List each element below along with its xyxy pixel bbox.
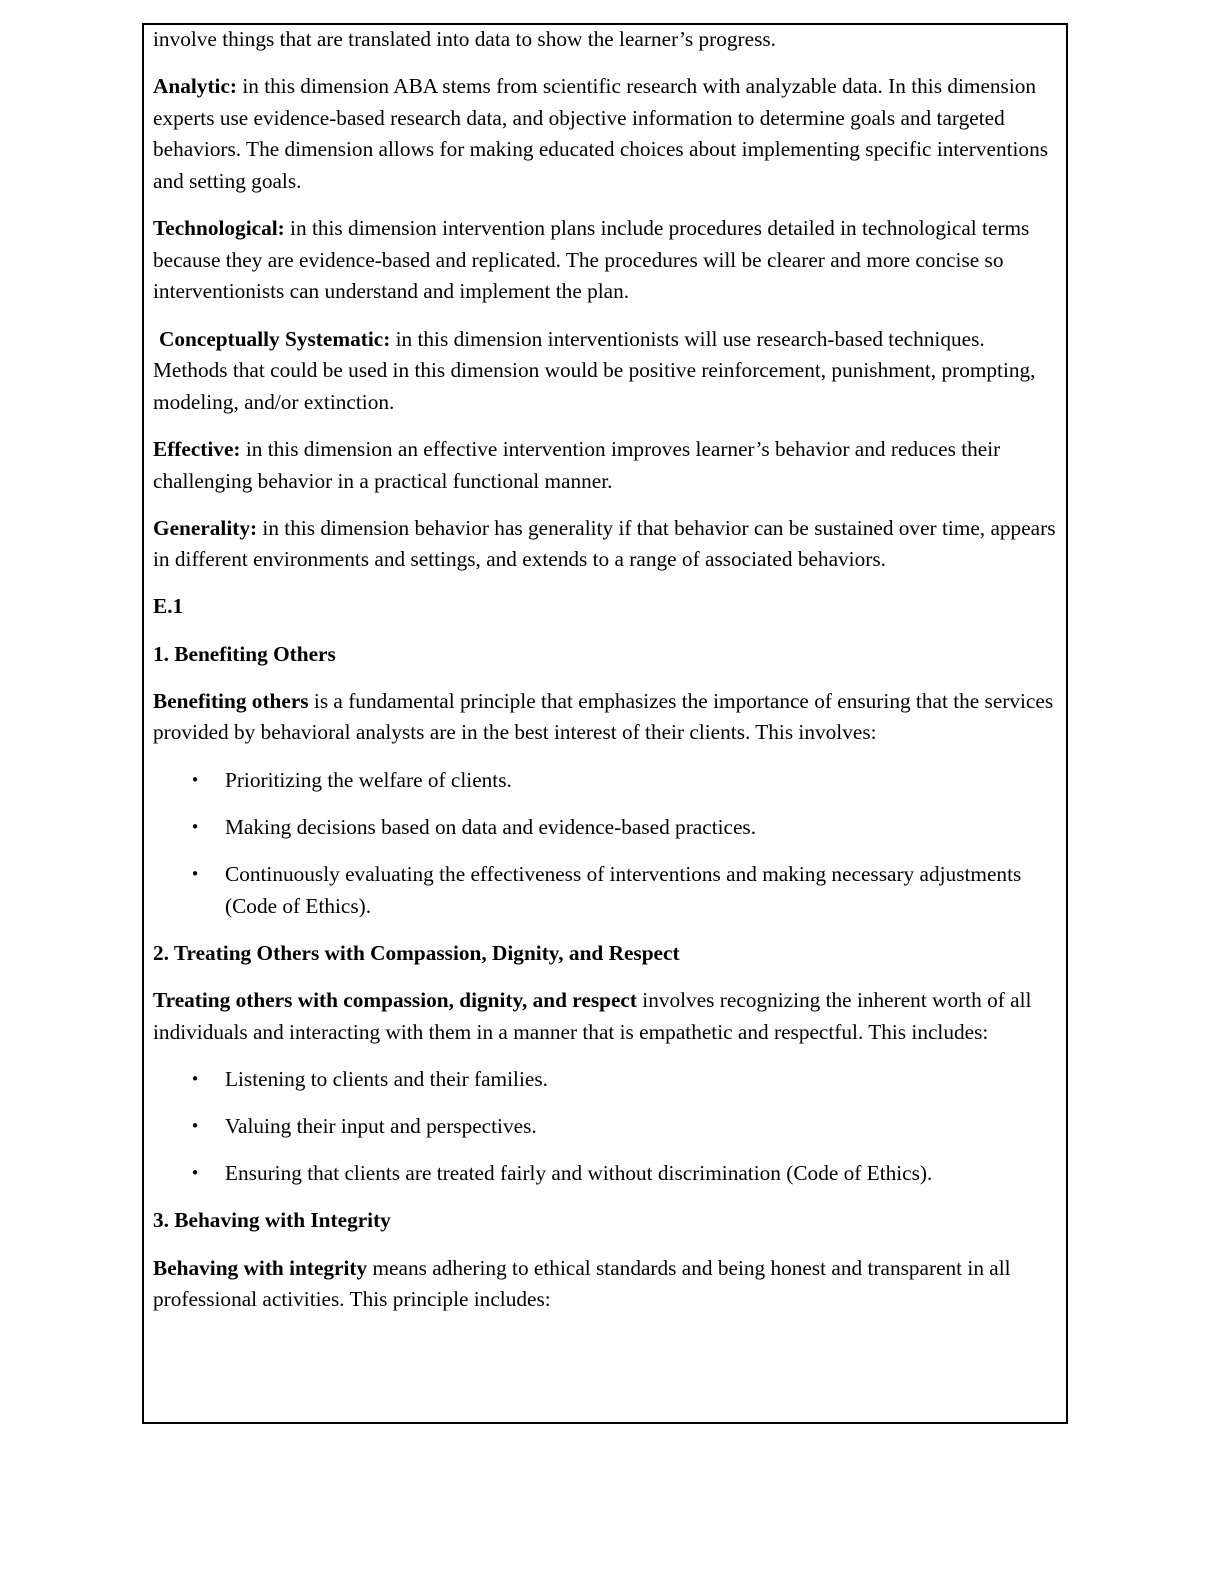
bullet-icon: • [190, 1116, 200, 1135]
bullet-icon: • [190, 1164, 200, 1183]
list-item [153, 1111, 1061, 1143]
principle-term: Benefiting others [153, 688, 309, 713]
bullet-icon: • [190, 865, 200, 883]
dimension-technological [153, 213, 1061, 308]
dimension-description: in this dimension ABA stems from scientific research with analyzable data. In this dimension experts use evidence-based research data, and objective information to determine goals and targeted behaviors. The dimension allows for making educated choices about implementing specific interventions and setting goals. [153, 74, 1049, 193]
list-item [153, 1064, 1061, 1096]
principle-paragraph [153, 686, 1061, 749]
dimension-description: in this dimension intervention plans include procedures detailed in technological terms because they are evidence-based and replicated. The procedures will be clearer and more concise so interventionists can understand and implement the plan. [153, 216, 1030, 304]
principle-term: Behaving with integrity [153, 1255, 368, 1280]
intro-line: involve things that are translated into data to show the learner’s progress. [153, 27, 776, 51]
dimension-description: in this dimension behavior has generality if that behavior can be sustained over time, appears in different environments and settings, and extends to a range of associated behaviors. [153, 515, 1056, 572]
principle-heading: 1. Benefiting Others [153, 641, 336, 666]
dimension-term: Conceptually Systematic: [159, 326, 391, 351]
list-item-text: Making decisions based on data and evidence-based practices. [225, 814, 757, 839]
dimension-effective [153, 434, 1061, 497]
list-item-text: Ensuring that clients are treated fairly and without discrimination (Code of Ethics). [225, 1161, 933, 1186]
list-item [153, 859, 1061, 922]
list-item [153, 1158, 1061, 1190]
list-item-text: Listening to clients and their families. [225, 1066, 548, 1091]
dimension-term: Generality: [153, 515, 258, 540]
list-item [153, 812, 1061, 844]
dimension-description: in this dimension interventionists will use research-based techniques. Methods that could be used in this dimension would be positive reinforcement, punishment, prompting, modeling, and/or extinction. [153, 326, 1036, 414]
section-label: E.1 [153, 594, 184, 619]
bullet-icon: • [190, 770, 200, 789]
bullet-icon: • [190, 817, 200, 836]
principle-description: involves recognizing the inherent worth of all individuals and interacting with them in a manner that is empathetic and respectful. This includes: [153, 987, 1032, 1044]
principle-term: Treating others with compassion, dignity, and respect [153, 987, 637, 1012]
list-item-text: Valuing their input and perspectives. [225, 1113, 537, 1138]
principle-bullet-list [153, 765, 1061, 923]
dimension-term: Analytic: [153, 74, 237, 99]
list-item [153, 765, 1061, 797]
dimension-generality [153, 513, 1061, 576]
principle-paragraph [153, 985, 1061, 1048]
list-item-text: Prioritizing the welfare of clients. [225, 767, 512, 792]
dimension-conceptually-systematic [153, 324, 1061, 419]
principle-paragraph [153, 1253, 1061, 1316]
dimension-term: Effective: [153, 436, 241, 461]
dimension-term: Technological: [153, 216, 285, 241]
principle-description: means adhering to ethical standards and being honest and transparent in all professional activities. This principle includes: [153, 1255, 1011, 1312]
dimension-analytic [153, 71, 1061, 197]
principle-description: is a fundamental principle that emphasizes the importance of ensuring that the services provided by behavioral analysts are in the best interest of their clients. This involves: [153, 688, 1054, 745]
principle-heading: 2. Treating Others with Compassion, Dignity, and Respect [153, 940, 680, 965]
bullet-icon: • [190, 1069, 200, 1088]
list-item-text: Continuously evaluating the effectiveness of interventions and making necessary adjustments (Code of Ethics). [225, 862, 1022, 918]
principle-bullet-list [153, 1064, 1061, 1190]
principle-heading: 3. Behaving with Integrity [153, 1208, 391, 1233]
dimension-description: in this dimension an effective intervention improves learner’s behavior and reduces their challenging behavior in a practical functional manner. [153, 436, 1001, 493]
document-body [153, 24, 1061, 1331]
